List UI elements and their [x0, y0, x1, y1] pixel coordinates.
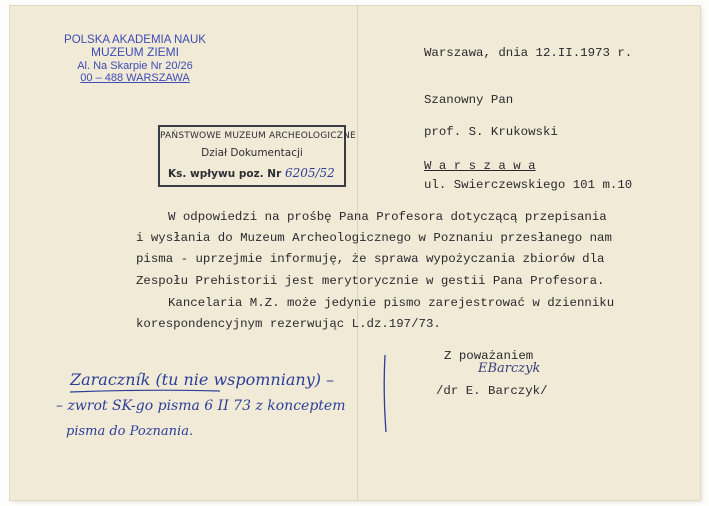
letterhead-line-4: 00 – 488 WARSZAWA [80, 72, 190, 84]
letterhead-line-3: Al. Na Skarpie Nr 20/26 [77, 60, 193, 72]
recipient-street: ul. Swierczewskiego 101 m.10 [424, 178, 633, 192]
body-line-5: Kancelaria M.Z. może jedynie pismo zarejestrować w dzienniku [168, 296, 615, 310]
handwritten-note-line-3: pisma do Poznania. [66, 424, 194, 439]
handwritten-note-line-1: Zaraczník (tu nie wspomniany) – [70, 370, 335, 389]
body-line-3: pisma - uprzejmie informuję, że sprawa wypożyczania zbiorów dla [136, 252, 605, 266]
recipient-salutation: Szanowny Pan [424, 93, 514, 107]
signatory: /dr E. Barczyk/ [436, 384, 548, 398]
signature: EBarczyk [478, 361, 541, 376]
body-line-6: korespondencyjnym rezerwując L.dz.197/73. [136, 317, 441, 331]
note-underline [70, 390, 220, 392]
note-bracket [384, 355, 386, 432]
body-line-1: W odpowiedzi na prośbę Pana Profesora dotyczącą przepisania [168, 210, 607, 224]
registry-stamp-line-1: PAŃSTWOWE MUZEUM ARCHEOLOGICZNE [160, 131, 356, 141]
letterhead-line-1: POLSKA AKADEMIA NAUK [64, 34, 206, 46]
registry-label: Ks. wpływu poz. Nr [168, 168, 282, 180]
registry-stamp-line-2: Dział Dokumentacji [201, 147, 303, 159]
body-line-2: i wysłania do Muzeum Archeologicznego w Poznaniu przesłanego nam [136, 231, 612, 245]
date-line: Warszawa, dnia 12.II.1973 r. [424, 46, 633, 60]
registry-number: 6205/52 [284, 166, 335, 180]
letterhead-line-2: MUZEUM ZIEMI [91, 45, 179, 59]
recipient-city: W a r s z a w a [424, 159, 536, 173]
closing: Z poważaniem [444, 349, 534, 363]
recipient-name: prof. S. Krukowski [424, 125, 558, 139]
handwritten-note-line-2: – zwrot SK-go pisma 6 II 73 z konceptem [56, 398, 346, 414]
body-line-4: Zespołu Prehistorii jest merytorycznie w gestii Pana Profesora. [136, 274, 605, 288]
